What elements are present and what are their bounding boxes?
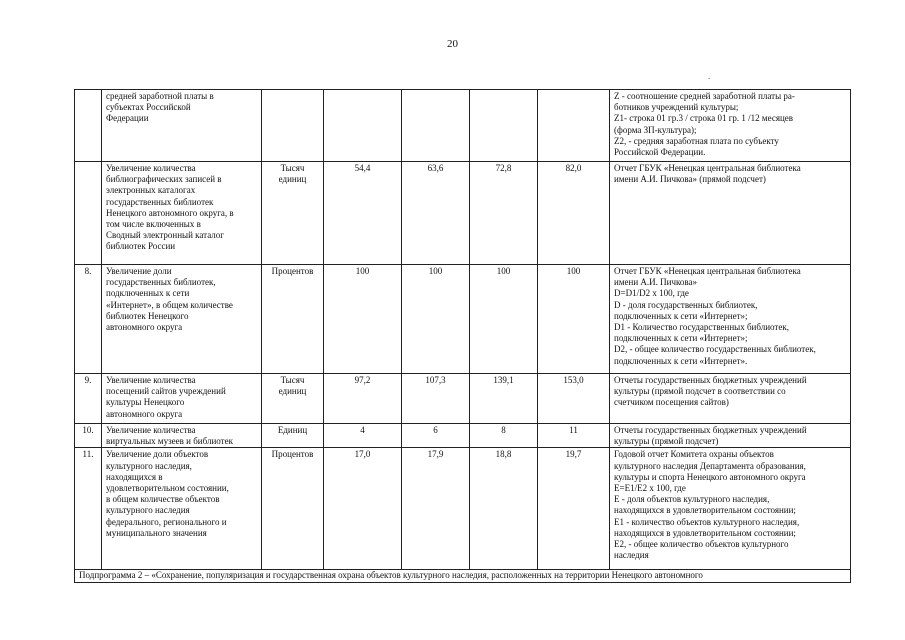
cell-line: Z1- строка 01 гр.3 / строка 01 гр. 1 /12 месяцев [614, 113, 794, 124]
cell-line: счетчиком посещения сайтов) [614, 397, 729, 408]
cell-line: государственных библиотек [106, 196, 214, 207]
cell-line: Тысяч [280, 375, 305, 385]
cell-line: культуры Ненецкого [106, 397, 185, 408]
table-row [75, 90, 851, 162]
value-v3: 18,8 [470, 448, 538, 570]
cell-line: Z2, - средняя заработная плата по субъекту [614, 135, 779, 146]
row-number [75, 162, 102, 265]
value-v3: 139,1 [470, 374, 538, 424]
value-v2: 6 [402, 424, 470, 448]
indicator-name [102, 424, 262, 448]
cell-line: находящихся в удовлетворительном состоянии; [614, 527, 796, 538]
cell-line: D1 - Количество государственных библиотек, [614, 322, 789, 333]
table-row [75, 374, 851, 424]
cell-line: Процентов [271, 449, 314, 460]
data-source [610, 265, 851, 374]
value-v4: 82,0 [538, 162, 610, 265]
value-v4: 153,0 [538, 374, 610, 424]
row-number [75, 90, 102, 162]
cell-line: Ненецкого автономного округа, в [106, 207, 234, 218]
cell-line: автономного округа [106, 408, 183, 419]
table-row [75, 424, 851, 448]
value-v1: 17,0 [324, 448, 402, 570]
value-v3: 72,8 [470, 162, 538, 265]
cell-line: находящихся в удовлетворительном состоянии; [614, 505, 796, 516]
cell-line: Увеличение количества [106, 163, 196, 173]
scan-dot: . [708, 71, 711, 81]
cell-line: культуры и спорта Ненецкого автономного округа [614, 471, 806, 482]
cell-line: D - доля государственных библиотек, [614, 299, 758, 310]
value-v4 [538, 90, 610, 162]
row-number: 10. [75, 424, 102, 448]
cell-line: Сводный электронный каталог [106, 230, 224, 241]
cell-line: библиотек России [106, 241, 176, 252]
value-v3: 100 [470, 265, 538, 374]
cell-line: посещений сайтов учреждений [106, 386, 226, 397]
cell-line: культурного наследия [106, 505, 190, 516]
data-source [610, 424, 851, 448]
cell-line: Увеличение количества [106, 425, 196, 435]
cell-line: D2, - общее количество государственных библиотек, [614, 344, 816, 355]
data-source [610, 90, 851, 162]
subprogram-row [75, 570, 851, 583]
value-v4: 19,7 [538, 448, 610, 570]
cell-line: Федерации [106, 113, 149, 124]
cell-line: Отчет ГБУК «Ненецкая центральная библиотека [614, 266, 801, 276]
cell-line: Отчет ГБУК «Ненецкая центральная библиотека [614, 163, 801, 173]
value-v1 [324, 90, 402, 162]
unit-of-measure [262, 90, 324, 162]
cell-line: культуры (прямой подсчет) [614, 436, 719, 447]
cell-line: имени А.И. Пичкова» (прямой подсчет) [614, 174, 766, 185]
cell-line: наследия [614, 550, 649, 561]
cell-line: E2, - общее количество объектов культурного [614, 539, 789, 550]
cell-line: подключенных к сети [106, 288, 190, 299]
value-v1: 100 [324, 265, 402, 374]
cell-line: средней заработной платы в [106, 91, 214, 101]
cell-line: единиц [278, 386, 307, 397]
cell-line: Увеличение доли [106, 266, 172, 276]
cell-line: Российской Федерации. [614, 147, 706, 158]
cell-line: «Интернет», в общем количестве [106, 299, 233, 310]
cell-line: Увеличение количества [106, 375, 196, 385]
cell-line: Отчеты государственных бюджетных учреждений [614, 375, 807, 385]
value-v1: 97,2 [324, 374, 402, 424]
cell-line: культурного наследия Департамента образования, [614, 460, 806, 471]
cell-line: единиц [278, 174, 307, 185]
cell-line: библиографических записей в [106, 174, 222, 185]
indicator-name [102, 448, 262, 570]
value-v2: 63,6 [402, 162, 470, 265]
cell-line: E=E1/E2 x 100, где [614, 483, 686, 494]
cell-line: культурного наследия, [106, 460, 192, 471]
indicator-name [102, 162, 262, 265]
indicator-name [102, 90, 262, 162]
value-v4: 100 [538, 265, 610, 374]
cell-line: электронных каталогах [106, 185, 196, 196]
cell-line: E1 - количество объектов культурного наследия, [614, 516, 800, 527]
data-source [610, 448, 851, 570]
cell-line: субъектах Российской [106, 102, 191, 113]
unit-of-measure [262, 374, 324, 424]
cell-line: Отчеты государственных бюджетных учреждений [614, 425, 807, 435]
cell-line: Увеличение доли объектов [106, 449, 209, 460]
cell-line: культуры (прямой подсчет в соответствии со [614, 386, 786, 397]
cell-line: в общем количестве объектов [106, 494, 220, 505]
indicator-name [102, 265, 262, 374]
cell-line: Процентов [271, 266, 314, 276]
cell-line: Тысяч [280, 163, 305, 173]
page-number: 20 [447, 38, 458, 50]
cell-line: подключенных к сети «Интернет». [614, 355, 748, 366]
table-row [75, 162, 851, 265]
value-v2: 107,3 [402, 374, 470, 424]
unit-of-measure [262, 265, 324, 374]
row-number: 8. [75, 265, 102, 374]
cell-line: D=D1/D2 x 100, где [614, 288, 689, 299]
cell-line: автономного округа [106, 322, 183, 333]
table-row [75, 448, 851, 570]
cell-line: виртуальных музеев и библиотек [106, 436, 233, 447]
unit-of-measure [262, 162, 324, 265]
cell-line: Z - соотношение средней заработной платы ра- [614, 91, 795, 101]
cell-line: находящихся в [106, 471, 163, 482]
unit-of-measure [262, 448, 324, 570]
unit-of-measure [262, 424, 324, 448]
cell-line: имени А.И. Пичкова» [614, 277, 698, 288]
value-v2 [402, 90, 470, 162]
cell-line: Годовой отчет Комитета охраны объектов [614, 449, 774, 460]
indicators-table [74, 89, 851, 583]
row-number: 11. [75, 448, 102, 570]
cell-line: муниципального значения [106, 527, 207, 538]
cell-line: подключенных к сети «Интернет»; [614, 310, 748, 321]
value-v2: 17,9 [402, 448, 470, 570]
cell-line: государственных библиотек, [106, 277, 216, 288]
cell-line: E - доля объектов культурного наследия, [614, 494, 770, 505]
cell-line: удовлетворительном состоянии, [106, 483, 229, 494]
cell-line: том числе включенных в [106, 219, 201, 230]
row-number: 9. [75, 374, 102, 424]
indicator-name [102, 374, 262, 424]
cell-line: (форма ЗП-культура); [614, 124, 697, 135]
cell-line: федерального, регионального и [106, 516, 227, 527]
subprogram-heading: Подпрограмма 2 – «Сохранение, популяризация и государственная охрана объектов культурного наследия, расположенных на территории Ненецкого автономного [75, 570, 851, 583]
value-v3 [470, 90, 538, 162]
value-v3: 8 [470, 424, 538, 448]
cell-line: подключенных к сети «Интернет»; [614, 333, 748, 344]
cell-line: библиотек Ненецкого [106, 310, 189, 321]
value-v2: 100 [402, 265, 470, 374]
value-v1: 4 [324, 424, 402, 448]
data-source [610, 162, 851, 265]
value-v1: 54,4 [324, 162, 402, 265]
cell-line: ботников учреждений культуры; [614, 102, 739, 113]
value-v4: 11 [538, 424, 610, 448]
data-source [610, 374, 851, 424]
table-row [75, 265, 851, 374]
cell-line: Единиц [277, 425, 308, 435]
